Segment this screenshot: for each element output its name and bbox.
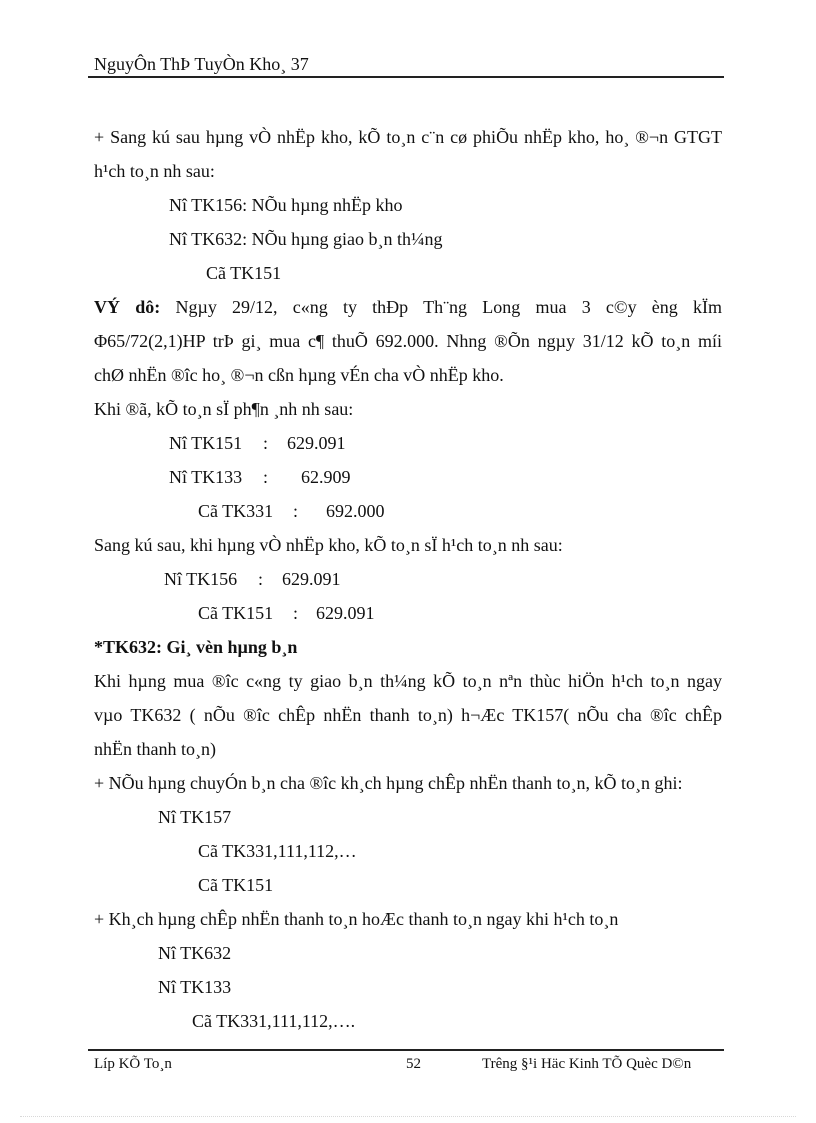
section-heading: *TK632: Gi¸ vèn hµng b¸n: [94, 637, 298, 657]
account-label: Nî TK156: [164, 569, 238, 589]
entry-line: Cã TK151: [206, 263, 282, 283]
page-header: NguyÔn ThÞ TuyÒn Kho¸ 37: [94, 54, 309, 74]
entry-line: [94, 460, 722, 494]
entry-line: [94, 596, 722, 630]
footer-university: Trêng §¹i Häc Kinh TÕ Quèc D©n: [482, 1056, 692, 1072]
account-label: Nî TK151: [169, 433, 243, 453]
paragraph-line: nhËn thanh to¸n): [94, 739, 216, 759]
paragraph-line: Khi ®ã, kÕ to¸n sÏ ph¶n ¸nh nh sau:: [94, 399, 354, 419]
entry-line: Nî TK157: [158, 807, 232, 827]
example-text: Ngµy 29/12, c«ng ty thÐp Th¨ng Long mua 3 c©y èng kÏm: [175, 297, 722, 317]
amount: 629.091: [287, 433, 346, 453]
amount: 629.091: [316, 603, 375, 623]
account-label: Cã TK151: [198, 603, 274, 623]
example-line: [94, 290, 722, 324]
example-label: VÝ dô:: [94, 297, 161, 317]
paragraph-line: h¹ch to¸n nh sau:: [94, 161, 215, 181]
paragraph-line: + Sang kú sau hµng vÒ nhËp kho, kÕ to¸n c¨n cø phiÕu nhËp kho, ho¸ ®¬n GTGT: [94, 127, 722, 147]
separator: :: [293, 603, 299, 623]
entry-line: Cã TK331,111,112,…: [198, 841, 357, 861]
amount: 692.000: [326, 501, 385, 521]
entry-line: Nî TK632: NÕu hµng giao b¸n th¼ng: [169, 229, 443, 249]
paragraph-line: Khi hµng mua ®îc c«ng ty giao b¸n th¼ng kÕ to¸n nªn thùc hiÖn h¹ch to¸n ngay: [94, 671, 722, 691]
separator: :: [258, 569, 264, 589]
footer-rule: [88, 1049, 724, 1051]
entry-line: [94, 562, 722, 596]
entry-line: Nî TK156: NÕu hµng nhËp kho: [169, 195, 403, 215]
page-number: 52: [406, 1056, 421, 1072]
entry-line: Cã TK331,111,112,….: [192, 1011, 356, 1031]
paragraph-line: + NÕu hµng chuyÓn b¸n cha ®îc kh¸ch hµng chÊp nhËn thanh to¸n, kÕ to¸n ghi:: [94, 773, 683, 793]
account-label: Cã TK331: [198, 501, 274, 521]
page-edge-divider: [20, 1116, 796, 1117]
paragraph-line: Sang kú sau, khi hµng vÒ nhËp kho, kÕ to¸n sÏ h¹ch to¸n nh sau:: [94, 535, 563, 555]
amount: 629.091: [282, 569, 341, 589]
entry-line: [94, 494, 722, 528]
paragraph-line: chØ nhËn ®îc ho¸ ®¬n cßn hµng vÉn cha vÒ nhËp kho.: [94, 365, 504, 385]
header-rule: [88, 76, 724, 78]
separator: :: [263, 433, 269, 453]
entry-line: Nî TK133: [158, 977, 232, 997]
account-label: Nî TK133: [169, 467, 243, 487]
entry-line: [94, 426, 722, 460]
paragraph-line: vµo TK632 ( nÕu ®îc chÊp nhËn thanh to¸n) h¬Æc TK157( nÕu cha ®îc chÊp: [94, 705, 722, 725]
footer-class: Líp KÕ To¸n: [94, 1056, 172, 1072]
separator: :: [263, 467, 269, 487]
entry-line: Cã TK151: [198, 875, 274, 895]
amount: 62.909: [301, 467, 351, 487]
paragraph-line: Φ65/72(2,1)HP trÞ gi¸ mua c¶ thuÕ 692.000. Nhng ®Õn ngµy 31/12 kÕ to¸n míi: [94, 331, 722, 351]
paragraph-line: + Kh¸ch hµng chÊp nhËn thanh to¸n hoÆc thanh to¸n ngay khi h¹ch to¸n: [94, 909, 619, 929]
document-body: [94, 120, 722, 1038]
entry-line: Nî TK632: [158, 943, 232, 963]
separator: :: [293, 501, 299, 521]
